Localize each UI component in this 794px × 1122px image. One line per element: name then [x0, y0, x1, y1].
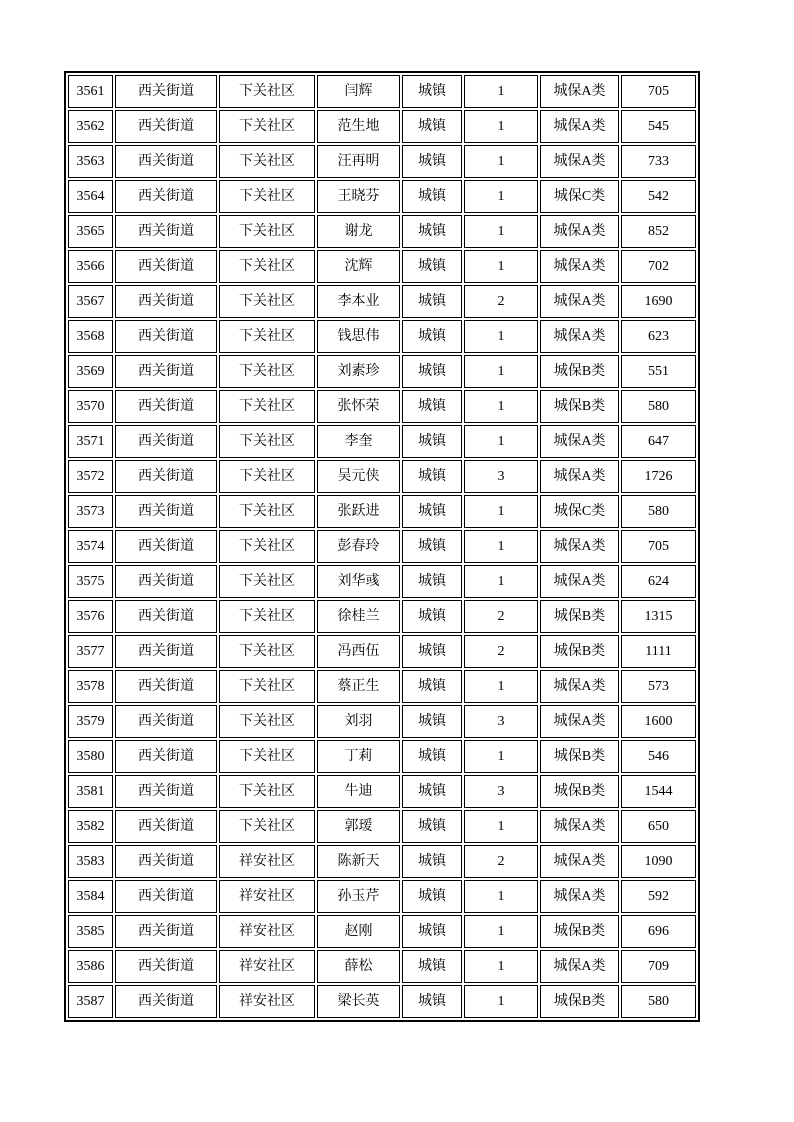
table-row	[68, 845, 696, 878]
cell-name: 吴元侠	[317, 460, 400, 493]
cell-household-count: 2	[464, 285, 538, 318]
cell-id: 3561	[68, 75, 113, 108]
cell-household-count: 1	[464, 250, 538, 283]
cell-amount: 650	[621, 810, 696, 843]
cell-household-count: 3	[464, 775, 538, 808]
cell-street: 西关街道	[115, 425, 217, 458]
welfare-records-table	[64, 71, 700, 1022]
cell-id: 3566	[68, 250, 113, 283]
cell-name: 牛迪	[317, 775, 400, 808]
cell-id: 3581	[68, 775, 113, 808]
cell-amount: 551	[621, 355, 696, 388]
cell-community: 祥安社区	[219, 950, 315, 983]
cell-community: 下关社区	[219, 390, 315, 423]
cell-community: 下关社区	[219, 495, 315, 528]
cell-street: 西关街道	[115, 915, 217, 948]
cell-street: 西关街道	[115, 460, 217, 493]
cell-category: 城保B类	[540, 775, 619, 808]
cell-household-count: 1	[464, 495, 538, 528]
table-row	[68, 775, 696, 808]
cell-amount: 1111	[621, 635, 696, 668]
table-row	[68, 180, 696, 213]
cell-category: 城保A类	[540, 110, 619, 143]
cell-residence-type: 城镇	[402, 460, 462, 493]
cell-category: 城保A类	[540, 880, 619, 913]
cell-household-count: 2	[464, 845, 538, 878]
cell-community: 下关社区	[219, 110, 315, 143]
cell-amount: 696	[621, 915, 696, 948]
cell-household-count: 2	[464, 600, 538, 633]
cell-amount: 852	[621, 215, 696, 248]
table-row	[68, 390, 696, 423]
cell-name: 冯西伍	[317, 635, 400, 668]
cell-amount: 1726	[621, 460, 696, 493]
cell-category: 城保A类	[540, 320, 619, 353]
cell-name: 陈新天	[317, 845, 400, 878]
cell-name: 钱思伟	[317, 320, 400, 353]
table-row	[68, 670, 696, 703]
cell-street: 西关街道	[115, 320, 217, 353]
cell-id: 3579	[68, 705, 113, 738]
cell-amount: 624	[621, 565, 696, 598]
cell-id: 3565	[68, 215, 113, 248]
cell-household-count: 1	[464, 950, 538, 983]
cell-residence-type: 城镇	[402, 845, 462, 878]
cell-street: 西关街道	[115, 390, 217, 423]
cell-category: 城保B类	[540, 985, 619, 1018]
cell-household-count: 1	[464, 355, 538, 388]
cell-id: 3564	[68, 180, 113, 213]
cell-name: 刘素珍	[317, 355, 400, 388]
cell-category: 城保A类	[540, 810, 619, 843]
cell-street: 西关街道	[115, 740, 217, 773]
cell-name: 彭春玲	[317, 530, 400, 563]
cell-amount: 647	[621, 425, 696, 458]
table-row	[68, 565, 696, 598]
cell-id: 3563	[68, 145, 113, 178]
cell-name: 李奎	[317, 425, 400, 458]
cell-id: 3586	[68, 950, 113, 983]
table-row	[68, 145, 696, 178]
cell-household-count: 1	[464, 425, 538, 458]
cell-name: 孙玉芹	[317, 880, 400, 913]
cell-id: 3585	[68, 915, 113, 948]
cell-street: 西关街道	[115, 985, 217, 1018]
cell-household-count: 1	[464, 110, 538, 143]
cell-name: 徐桂兰	[317, 600, 400, 633]
cell-community: 下关社区	[219, 565, 315, 598]
cell-name: 张怀荣	[317, 390, 400, 423]
cell-residence-type: 城镇	[402, 180, 462, 213]
cell-street: 西关街道	[115, 250, 217, 283]
table-row	[68, 425, 696, 458]
cell-community: 下关社区	[219, 250, 315, 283]
cell-street: 西关街道	[115, 530, 217, 563]
cell-amount: 580	[621, 985, 696, 1018]
cell-residence-type: 城镇	[402, 390, 462, 423]
cell-household-count: 1	[464, 880, 538, 913]
cell-category: 城保A类	[540, 425, 619, 458]
cell-street: 西关街道	[115, 705, 217, 738]
cell-id: 3578	[68, 670, 113, 703]
cell-community: 下关社区	[219, 320, 315, 353]
cell-amount: 545	[621, 110, 696, 143]
cell-household-count: 1	[464, 810, 538, 843]
cell-amount: 592	[621, 880, 696, 913]
cell-id: 3572	[68, 460, 113, 493]
cell-street: 西关街道	[115, 600, 217, 633]
cell-id: 3582	[68, 810, 113, 843]
cell-id: 3573	[68, 495, 113, 528]
cell-id: 3568	[68, 320, 113, 353]
cell-household-count: 3	[464, 460, 538, 493]
cell-street: 西关街道	[115, 75, 217, 108]
cell-category: 城保A类	[540, 670, 619, 703]
cell-name: 赵刚	[317, 915, 400, 948]
cell-street: 西关街道	[115, 810, 217, 843]
cell-residence-type: 城镇	[402, 565, 462, 598]
table-row	[68, 250, 696, 283]
table-row	[68, 215, 696, 248]
cell-community: 下关社区	[219, 145, 315, 178]
cell-residence-type: 城镇	[402, 110, 462, 143]
cell-amount: 1315	[621, 600, 696, 633]
table-row	[68, 355, 696, 388]
cell-household-count: 2	[464, 635, 538, 668]
cell-residence-type: 城镇	[402, 285, 462, 318]
table-row	[68, 495, 696, 528]
cell-residence-type: 城镇	[402, 775, 462, 808]
cell-community: 下关社区	[219, 75, 315, 108]
cell-community: 祥安社区	[219, 880, 315, 913]
cell-name: 蔡正生	[317, 670, 400, 703]
table-row	[68, 950, 696, 983]
cell-household-count: 1	[464, 670, 538, 703]
cell-residence-type: 城镇	[402, 810, 462, 843]
cell-category: 城保A类	[540, 530, 619, 563]
cell-category: 城保B类	[540, 635, 619, 668]
cell-category: 城保A类	[540, 215, 619, 248]
cell-household-count: 3	[464, 705, 538, 738]
cell-household-count: 1	[464, 145, 538, 178]
table-row	[68, 110, 696, 143]
cell-community: 下关社区	[219, 285, 315, 318]
cell-name: 郭瑷	[317, 810, 400, 843]
cell-category: 城保A类	[540, 285, 619, 318]
cell-amount: 1600	[621, 705, 696, 738]
cell-id: 3576	[68, 600, 113, 633]
cell-name: 闫辉	[317, 75, 400, 108]
cell-community: 下关社区	[219, 635, 315, 668]
cell-residence-type: 城镇	[402, 880, 462, 913]
cell-residence-type: 城镇	[402, 250, 462, 283]
table-row	[68, 285, 696, 318]
cell-id: 3567	[68, 285, 113, 318]
cell-category: 城保C类	[540, 495, 619, 528]
cell-residence-type: 城镇	[402, 635, 462, 668]
cell-community: 祥安社区	[219, 985, 315, 1018]
cell-amount: 733	[621, 145, 696, 178]
cell-amount: 573	[621, 670, 696, 703]
cell-household-count: 1	[464, 390, 538, 423]
table-row	[68, 740, 696, 773]
cell-category: 城保B类	[540, 390, 619, 423]
cell-category: 城保A类	[540, 565, 619, 598]
cell-street: 西关街道	[115, 880, 217, 913]
cell-amount: 580	[621, 495, 696, 528]
cell-category: 城保A类	[540, 950, 619, 983]
cell-id: 3580	[68, 740, 113, 773]
cell-street: 西关街道	[115, 950, 217, 983]
cell-amount: 702	[621, 250, 696, 283]
cell-name: 刘羽	[317, 705, 400, 738]
cell-residence-type: 城镇	[402, 215, 462, 248]
cell-residence-type: 城镇	[402, 425, 462, 458]
cell-id: 3584	[68, 880, 113, 913]
cell-name: 丁莉	[317, 740, 400, 773]
cell-category: 城保B类	[540, 740, 619, 773]
cell-household-count: 1	[464, 565, 538, 598]
table-row	[68, 985, 696, 1018]
table-row	[68, 810, 696, 843]
cell-id: 3587	[68, 985, 113, 1018]
cell-residence-type: 城镇	[402, 600, 462, 633]
cell-community: 下关社区	[219, 740, 315, 773]
cell-street: 西关街道	[115, 635, 217, 668]
cell-community: 祥安社区	[219, 915, 315, 948]
cell-household-count: 1	[464, 740, 538, 773]
cell-community: 下关社区	[219, 600, 315, 633]
cell-community: 下关社区	[219, 775, 315, 808]
cell-category: 城保A类	[540, 460, 619, 493]
cell-amount: 705	[621, 75, 696, 108]
cell-name: 张跃进	[317, 495, 400, 528]
cell-community: 下关社区	[219, 705, 315, 738]
cell-residence-type: 城镇	[402, 670, 462, 703]
cell-amount: 623	[621, 320, 696, 353]
cell-category: 城保A类	[540, 75, 619, 108]
cell-amount: 1544	[621, 775, 696, 808]
cell-amount: 705	[621, 530, 696, 563]
table-row	[68, 880, 696, 913]
cell-id: 3569	[68, 355, 113, 388]
cell-household-count: 1	[464, 985, 538, 1018]
cell-residence-type: 城镇	[402, 985, 462, 1018]
table-row	[68, 635, 696, 668]
cell-id: 3583	[68, 845, 113, 878]
table-row	[68, 705, 696, 738]
table-row	[68, 320, 696, 353]
table-row	[68, 600, 696, 633]
cell-id: 3577	[68, 635, 113, 668]
cell-community: 下关社区	[219, 180, 315, 213]
cell-category: 城保A类	[540, 250, 619, 283]
cell-community: 下关社区	[219, 355, 315, 388]
table-row	[68, 460, 696, 493]
cell-id: 3571	[68, 425, 113, 458]
cell-street: 西关街道	[115, 565, 217, 598]
cell-category: 城保B类	[540, 600, 619, 633]
cell-category: 城保B类	[540, 915, 619, 948]
cell-amount: 542	[621, 180, 696, 213]
cell-category: 城保A类	[540, 845, 619, 878]
cell-category: 城保A类	[540, 705, 619, 738]
cell-id: 3570	[68, 390, 113, 423]
cell-category: 城保C类	[540, 180, 619, 213]
cell-residence-type: 城镇	[402, 320, 462, 353]
cell-name: 王晓芬	[317, 180, 400, 213]
cell-household-count: 1	[464, 75, 538, 108]
table-body	[68, 75, 696, 1018]
cell-id: 3562	[68, 110, 113, 143]
cell-community: 下关社区	[219, 530, 315, 563]
cell-street: 西关街道	[115, 670, 217, 703]
table-row	[68, 530, 696, 563]
cell-name: 李本业	[317, 285, 400, 318]
cell-street: 西关街道	[115, 110, 217, 143]
cell-name: 梁长英	[317, 985, 400, 1018]
cell-residence-type: 城镇	[402, 495, 462, 528]
cell-residence-type: 城镇	[402, 530, 462, 563]
cell-id: 3575	[68, 565, 113, 598]
cell-street: 西关街道	[115, 180, 217, 213]
cell-street: 西关街道	[115, 495, 217, 528]
cell-residence-type: 城镇	[402, 950, 462, 983]
cell-residence-type: 城镇	[402, 355, 462, 388]
cell-name: 谢龙	[317, 215, 400, 248]
cell-amount: 709	[621, 950, 696, 983]
cell-residence-type: 城镇	[402, 75, 462, 108]
cell-street: 西关街道	[115, 845, 217, 878]
cell-residence-type: 城镇	[402, 915, 462, 948]
cell-household-count: 1	[464, 215, 538, 248]
cell-community: 下关社区	[219, 425, 315, 458]
cell-name: 沈辉	[317, 250, 400, 283]
cell-name: 薛松	[317, 950, 400, 983]
cell-street: 西关街道	[115, 215, 217, 248]
cell-street: 西关街道	[115, 285, 217, 318]
cell-household-count: 1	[464, 530, 538, 563]
cell-street: 西关街道	[115, 355, 217, 388]
table-row	[68, 915, 696, 948]
cell-street: 西关街道	[115, 145, 217, 178]
cell-amount: 580	[621, 390, 696, 423]
cell-community: 下关社区	[219, 215, 315, 248]
cell-name: 汪再明	[317, 145, 400, 178]
cell-community: 下关社区	[219, 460, 315, 493]
table-row	[68, 75, 696, 108]
cell-household-count: 1	[464, 320, 538, 353]
cell-amount: 546	[621, 740, 696, 773]
cell-household-count: 1	[464, 180, 538, 213]
cell-category: 城保A类	[540, 145, 619, 178]
cell-category: 城保B类	[540, 355, 619, 388]
cell-residence-type: 城镇	[402, 705, 462, 738]
cell-street: 西关街道	[115, 775, 217, 808]
cell-name: 范生地	[317, 110, 400, 143]
cell-household-count: 1	[464, 915, 538, 948]
cell-id: 3574	[68, 530, 113, 563]
cell-community: 祥安社区	[219, 845, 315, 878]
cell-amount: 1690	[621, 285, 696, 318]
cell-amount: 1090	[621, 845, 696, 878]
cell-community: 下关社区	[219, 670, 315, 703]
cell-residence-type: 城镇	[402, 740, 462, 773]
cell-residence-type: 城镇	[402, 145, 462, 178]
cell-community: 下关社区	[219, 810, 315, 843]
cell-name: 刘华彧	[317, 565, 400, 598]
